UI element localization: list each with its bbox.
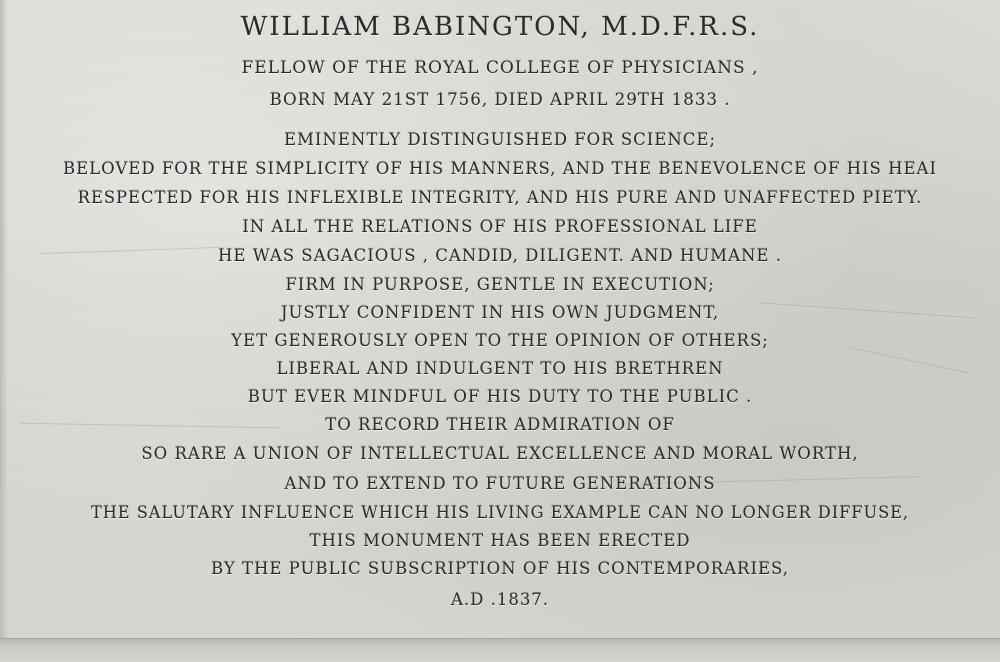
inscription-line: IN ALL THE RELATIONS OF HIS PROFESSIONAL LIFE: [242, 217, 758, 236]
inscription-line: TO RECORD THEIR ADMIRATION OF: [325, 415, 675, 434]
inscription-line: HE WAS SAGACIOUS , CANDID, DILIGENT. AND HUMANE .: [218, 246, 782, 265]
inscription-line: AND TO EXTEND TO FUTURE GENERATIONS: [284, 474, 716, 493]
inscription-line: BORN MAY 21ST 1756, DIED APRIL 29TH 1833 .: [269, 90, 731, 110]
inscription-line: BUT EVER MINDFUL OF HIS DUTY TO THE PUBLIC .: [247, 387, 753, 406]
inscription-line: FIRM IN PURPOSE, GENTLE IN EXECUTION;: [285, 275, 715, 294]
inscription-line: THE SALUTARY INFLUENCE WHICH HIS LIVING EXAMPLE CAN NO LONGER DIFFUSE,: [90, 503, 910, 522]
inscription-line: A.D .1837.: [450, 590, 550, 609]
inscription-line: FELLOW OF THE ROYAL COLLEGE OF PHYSICIANS ,: [241, 58, 759, 78]
inscription-line: EMINENTLY DISTINGUISHED FOR SCIENCE;: [283, 130, 717, 149]
inscription-title: WILLIAM BABINGTON, M.D.F.R.S.: [240, 12, 760, 42]
inscription-line: LIBERAL AND INDULGENT TO HIS BRETHREN: [276, 359, 724, 378]
inscription-line: BY THE PUBLIC SUBSCRIPTION OF HIS CONTEMPORARIES,: [210, 559, 789, 578]
inscription-line: YET GENEROUSLY OPEN TO THE OPINION OF OTHERS;: [231, 331, 769, 350]
inscription-line: THIS MONUMENT HAS BEEN ERECTED: [309, 531, 691, 550]
slab-base-ledge: [0, 638, 1000, 662]
inscription-line: SO RARE A UNION OF INTELLECTUAL EXCELLENCE AND MORAL WORTH,: [141, 444, 859, 463]
inscription-line: JUSTLY CONFIDENT IN HIS OWN JUDGMENT,: [280, 303, 720, 322]
inscription-line: BELOVED FOR THE SIMPLICITY OF HIS MANNERS, AND THE BENEVOLENCE OF HIS HEAI: [63, 159, 937, 178]
inscription-line: RESPECTED FOR HIS INFLEXIBLE INTEGRITY, AND HIS PURE AND UNAFFECTED PIETY.: [77, 188, 923, 207]
